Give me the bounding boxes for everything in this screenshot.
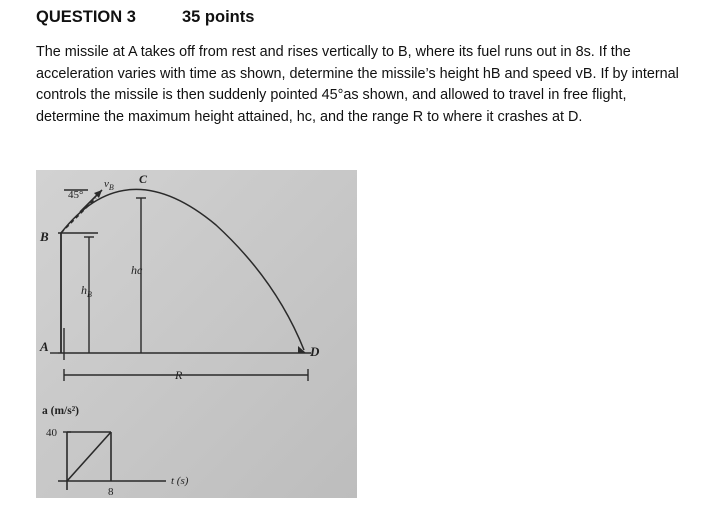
question-header	[36, 8, 255, 27]
graph-y-value: 40	[46, 427, 57, 439]
figure-diagram	[36, 170, 357, 498]
label-hb-sub: B	[87, 290, 92, 299]
question-title: QUESTION 3	[36, 8, 136, 26]
question-points: 35 points	[182, 8, 255, 26]
problem-statement: The missile at A takes off from rest and rises vertically to B, where its fuel runs out in 8s. If the acceleration varies with time as shown, determine the missile’s height hB and speed vB. If by internal controls the missile is then suddenly pointed 45°as shown, and allowed to travel in free flight, determine the maximum height attained, hc, and the range R to where it crashes at D.	[36, 44, 679, 125]
label-c: C	[139, 172, 148, 186]
label-b: B	[40, 229, 49, 244]
graph-y-label: a (m/s²)	[42, 405, 79, 417]
graph-x-value: 8	[108, 486, 114, 498]
label-hc: hc	[131, 263, 143, 277]
label-angle: 45°	[68, 189, 84, 201]
problem-figure	[36, 170, 357, 498]
graph-x-label: t (s)	[171, 475, 189, 487]
label-vb-sub: B	[108, 183, 114, 192]
label-a: A	[40, 339, 49, 354]
label-range: R	[175, 368, 183, 382]
label-d: D	[310, 344, 320, 359]
label-vb-main: v	[104, 178, 109, 190]
label-hb-main: h	[81, 283, 87, 297]
photo-background	[36, 170, 357, 498]
